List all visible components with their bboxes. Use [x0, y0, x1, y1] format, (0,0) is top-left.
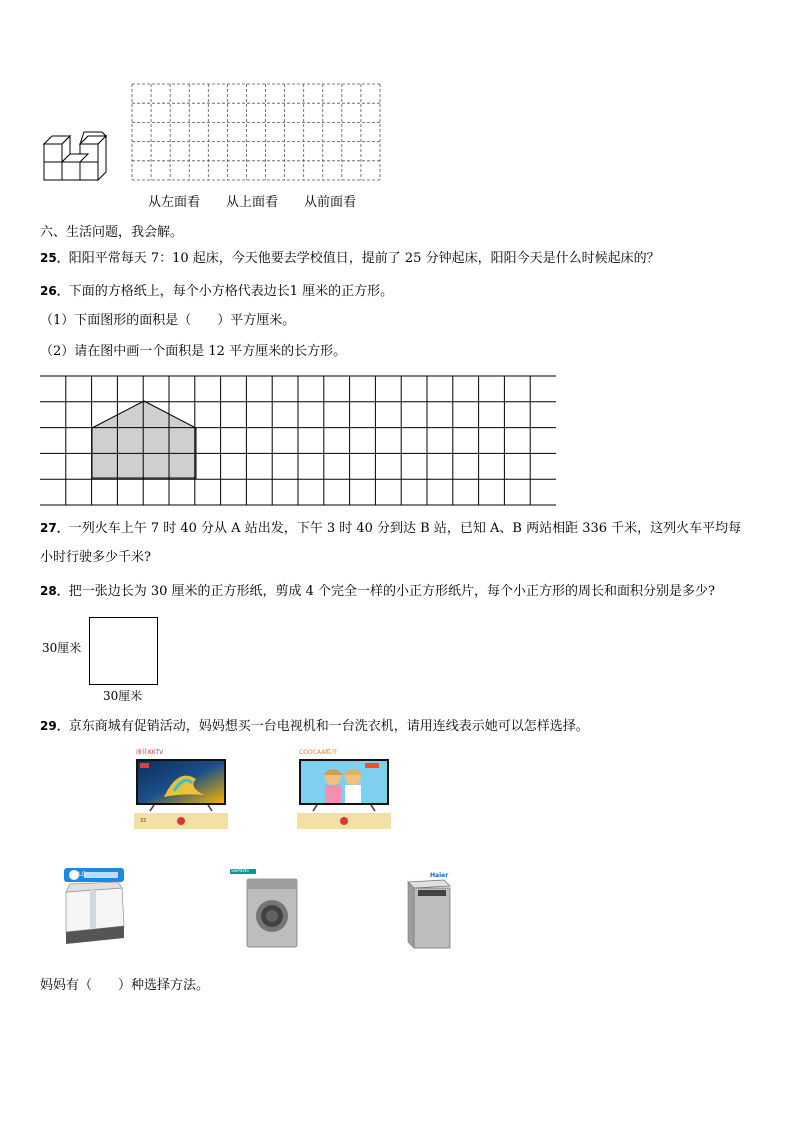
tv-illustration [297, 757, 391, 829]
tv-product-1[interactable] [134, 747, 228, 829]
view-label-left: 从左面看 [148, 195, 201, 210]
view-label-front: 从前面看 [304, 195, 357, 210]
question-text: 京东商城有促销活动，妈妈想买一台电视机和一台洗衣机，请用连线表示她可以怎样选择。 [68, 719, 589, 734]
question-number: 25． [40, 251, 69, 265]
view-label-top: 从上面看 [226, 195, 279, 210]
washer-product-3[interactable] [404, 872, 478, 950]
shaded-house-shape [92, 401, 196, 478]
washer-product-1[interactable] [60, 866, 130, 950]
question-text: 把一张边长为 30 厘米的正方形纸，剪成 4 个完全一样的小正方形纸片，每个小正方形的周长和面积分别是多少? [68, 584, 716, 599]
tv-brand-label: 康佳KKTV [136, 749, 164, 756]
section-heading: 六、生活问题，我会解。 [40, 225, 184, 240]
question-27-line2: 小时行驶多少千米? [40, 550, 151, 565]
question-26-sub1: （1）下面图形的面积是（ ）平方厘米。 [40, 313, 296, 328]
question-29-answer: 妈妈有（ ）种选择方法。 [40, 978, 210, 993]
question-26-sub2: （2）请在图中画一个面积是 12 平方厘米的长方形。 [40, 344, 347, 359]
washer-brand-label: LG [78, 871, 86, 878]
side-length-label-bottom: 30厘米 [103, 689, 143, 703]
question-number: 26． [40, 284, 69, 298]
tv-brand-label: COOCAA酷开 [299, 749, 338, 756]
washer-product-2[interactable] [230, 869, 300, 949]
question-29 [40, 717, 589, 736]
washer-brand-label: Haier [430, 872, 449, 879]
tv-size-label: 32 [140, 818, 147, 824]
square-paper-figure [89, 617, 158, 685]
question-26 [40, 282, 393, 301]
question-25 [40, 249, 660, 268]
question-number: 28． [40, 584, 69, 598]
twin-tub-washer-illustration [60, 866, 130, 950]
question-text: 一列火车上午 7 时 40 分从 A 站出发，下午 3 时 40 分到达 B 站，已知 A、B 两站相距 336 千米，这列火车平均每 [68, 521, 742, 536]
question-text: 阳阳平常每天 7：10 起床，今天他要去学校值日，提前了 25 分钟起床，阳阳今天是什么时候起床的？ [68, 251, 660, 266]
dashed-drawing-grid[interactable] [130, 82, 382, 182]
question-text: 下面的方格纸上，每个小方格代表边长1 厘米的正方形。 [68, 284, 394, 299]
tv-product-2[interactable] [297, 747, 391, 829]
square-grid-paper[interactable] [40, 373, 558, 506]
question-27 [40, 519, 741, 538]
front-load-washer-illustration [246, 878, 298, 948]
tv-illustration [134, 757, 228, 829]
side-length-label-left: 30厘米 [42, 641, 82, 655]
question-number: 29． [40, 719, 69, 733]
question-number: 27． [40, 521, 69, 535]
washer-brand-label: SIEMENS [231, 868, 249, 873]
top-load-washer-illustration [404, 876, 454, 950]
question-28 [40, 582, 715, 601]
cube-stack-figure [40, 128, 116, 184]
